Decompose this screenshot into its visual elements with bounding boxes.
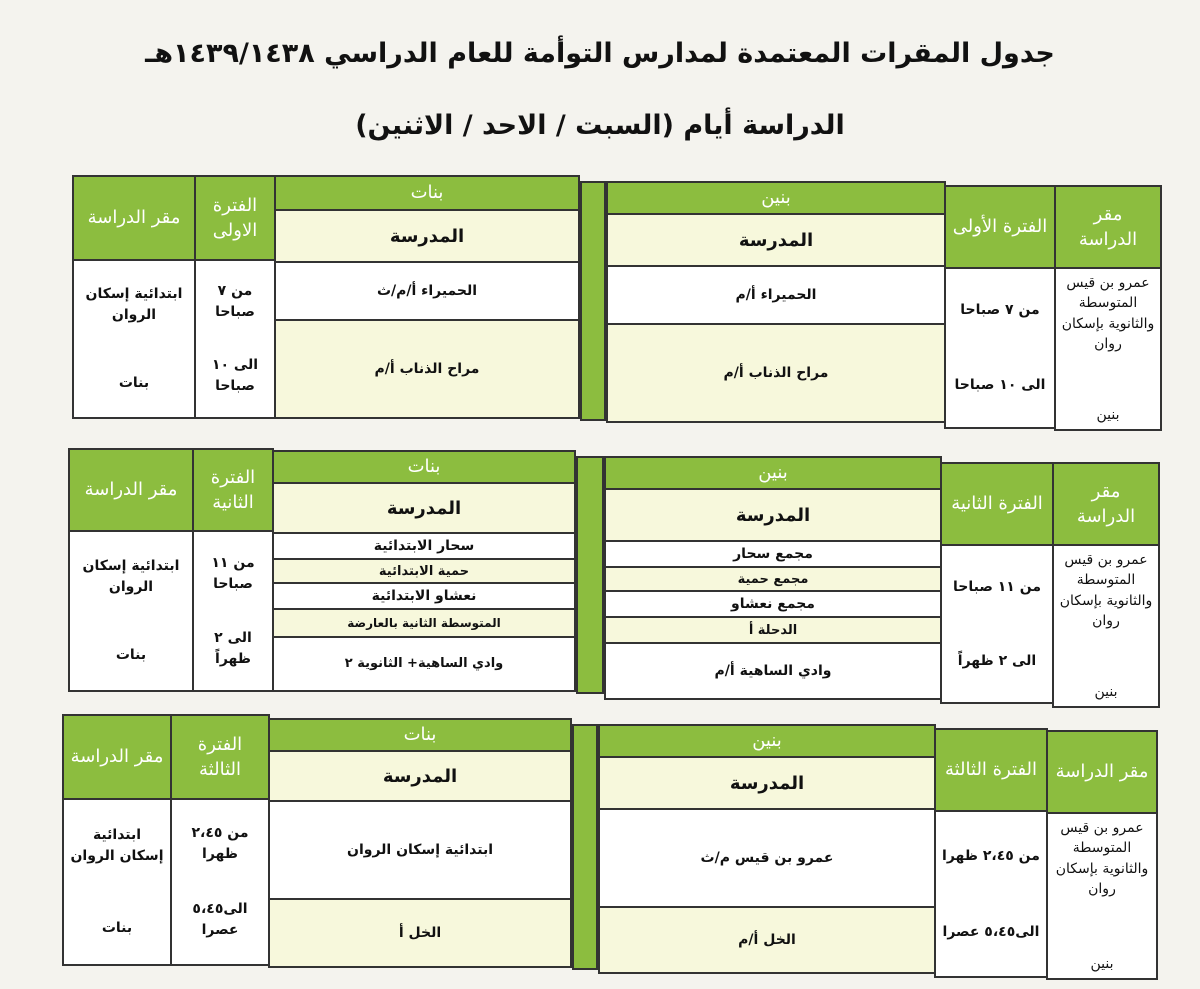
boys-period-header: الفترة الثانية: [940, 462, 1054, 546]
girls-school-header: المدرسة: [274, 209, 580, 263]
boys-time-to: الى ٢ ظهراً: [957, 652, 1037, 669]
boys-time-to: الى٥،٤٥ عصرا: [942, 923, 1040, 940]
girls-location-text: ابتدائية إسكان الروان: [70, 827, 164, 865]
girls-school-header: المدرسة: [268, 750, 572, 802]
girls-school-row: الحميراء أ/م/ث: [274, 261, 580, 321]
girls-school-row: وادي الساهية+ الثانوية ٢: [272, 636, 576, 692]
boys-school-row: الخل أ/م: [598, 906, 936, 974]
boys-location-text: عمرو بن قيس المتوسطة والثانوية بإسكان روان: [1061, 275, 1155, 352]
boys-school-row: عمرو بن قيس م/ث: [598, 808, 936, 908]
boys-section-header: بنين: [598, 724, 936, 758]
girls-section-header: بنات: [272, 450, 576, 484]
boys-school-header: المدرسة: [598, 756, 936, 810]
girls-location-header: مقر الدراسة: [72, 175, 196, 261]
boys-school-row: الحميراء أ/م: [606, 265, 946, 325]
girls-section-header: بنات: [274, 175, 580, 211]
boys-location-text: عمرو بن قيس المتوسطة والثانوية بإسكان روان: [1059, 552, 1153, 629]
girls-school-row: نعشاو الابتدائية: [272, 582, 576, 610]
boys-school-row: مجمع سحار: [604, 540, 942, 568]
boys-location-header: مقر الدراسة: [1054, 185, 1162, 269]
girls-time-cell: [192, 530, 274, 692]
boys-location-header: مقر الدراسة: [1052, 462, 1160, 546]
girls-school-row: الخل أ: [268, 898, 572, 968]
page-subtitle: الدراسة أيام (السبت / الاحد / الاثنين): [355, 110, 845, 141]
girls-period-header: الفترة الثانية: [192, 448, 274, 532]
girls-school-header: المدرسة: [272, 482, 576, 534]
boys-period-header: الفترة الأولى: [944, 185, 1056, 269]
boys-location-cell: [1052, 544, 1160, 708]
girls-school-row: مراح الذناب أ/م: [274, 319, 580, 419]
girls-school-row: سحار الابتدائية: [272, 532, 576, 560]
girls-location-text: ابتدائية إسكان الروان: [85, 286, 183, 324]
girls-time-from: من ٧ صباحا: [215, 283, 255, 320]
boys-school-header: المدرسة: [606, 213, 946, 267]
boys-section-header: بنين: [604, 456, 942, 490]
girls-location-gender: بنات: [115, 647, 147, 664]
girls-location-header: مقر الدراسة: [62, 714, 172, 800]
column-divider: [580, 181, 606, 421]
boys-time-to: الى ١٠ صباحا: [954, 377, 1046, 393]
boys-location-gender: بنين: [1090, 955, 1114, 972]
boys-school-row: وادي الساهية أ/م: [604, 642, 942, 700]
boys-location-text: عمرو بن قيس المتوسطة والثانوية بإسكان روان: [1055, 820, 1149, 897]
girls-location-gender: بنات: [118, 374, 150, 391]
boys-location-cell: [1046, 812, 1158, 980]
boys-time-from: من ١١ صباحا: [953, 578, 1041, 595]
column-divider: [576, 456, 604, 694]
girls-school-row: المتوسطة الثانية بالعارضة: [272, 608, 576, 638]
girls-time-to: الى ١٠ صباحا: [211, 357, 259, 394]
page-title: جدول المقرات المعتمدة لمدارس التوأمة للعام الدراسي ١٤٣٩/١٤٣٨هـ: [145, 38, 1055, 69]
boys-school-row: مجمع حمية: [604, 566, 942, 592]
boys-time-from: من ٧ صباحا: [960, 302, 1040, 318]
boys-location-gender: بنين: [1096, 406, 1120, 423]
girls-time-to: الى٥،٤٥ عصرا: [192, 901, 248, 938]
girls-time-cell: [170, 798, 270, 966]
girls-location-cell: [72, 259, 196, 419]
boys-time-from: من ٢،٤٥ ظهرا: [942, 847, 1040, 864]
column-divider: [572, 724, 598, 970]
boys-location-gender: بنين: [1094, 683, 1118, 700]
girls-section-header: بنات: [268, 718, 572, 752]
boys-time-cell: [934, 810, 1048, 978]
girls-period-header: الفترة الاولى: [194, 175, 276, 261]
boys-period-header: الفترة الثالثة: [934, 728, 1048, 812]
girls-time-to: الى ٢ ظهراً: [214, 629, 252, 667]
boys-location-header: مقر الدراسة: [1046, 730, 1158, 814]
girls-time-cell: [194, 259, 276, 419]
girls-time-from: من ٢،٤٥ ظهرا: [191, 825, 249, 862]
girls-location-gender: بنات: [101, 919, 133, 936]
girls-location-text: ابتدائية إسكان الروان: [82, 557, 180, 595]
girls-location-header: مقر الدراسة: [68, 448, 194, 532]
boys-school-header: المدرسة: [604, 488, 942, 542]
boys-time-cell: [944, 267, 1056, 429]
boys-school-row: مجمع نعشاو: [604, 590, 942, 618]
girls-school-row: ابتدائية إسكان الروان: [268, 800, 572, 900]
girls-school-row: حمية الابتدائية: [272, 558, 576, 584]
boys-time-cell: [940, 544, 1054, 704]
girls-time-from: من ١١ صباحا: [211, 554, 255, 592]
boys-school-row: مراح الذناب أ/م: [606, 323, 946, 423]
boys-school-row: الدحلة أ: [604, 616, 942, 644]
girls-period-header: الفترة الثالثة: [170, 714, 270, 800]
girls-location-cell: [68, 530, 194, 692]
girls-location-cell: [62, 798, 172, 966]
boys-section-header: بنين: [606, 181, 946, 215]
boys-location-cell: [1054, 267, 1162, 431]
